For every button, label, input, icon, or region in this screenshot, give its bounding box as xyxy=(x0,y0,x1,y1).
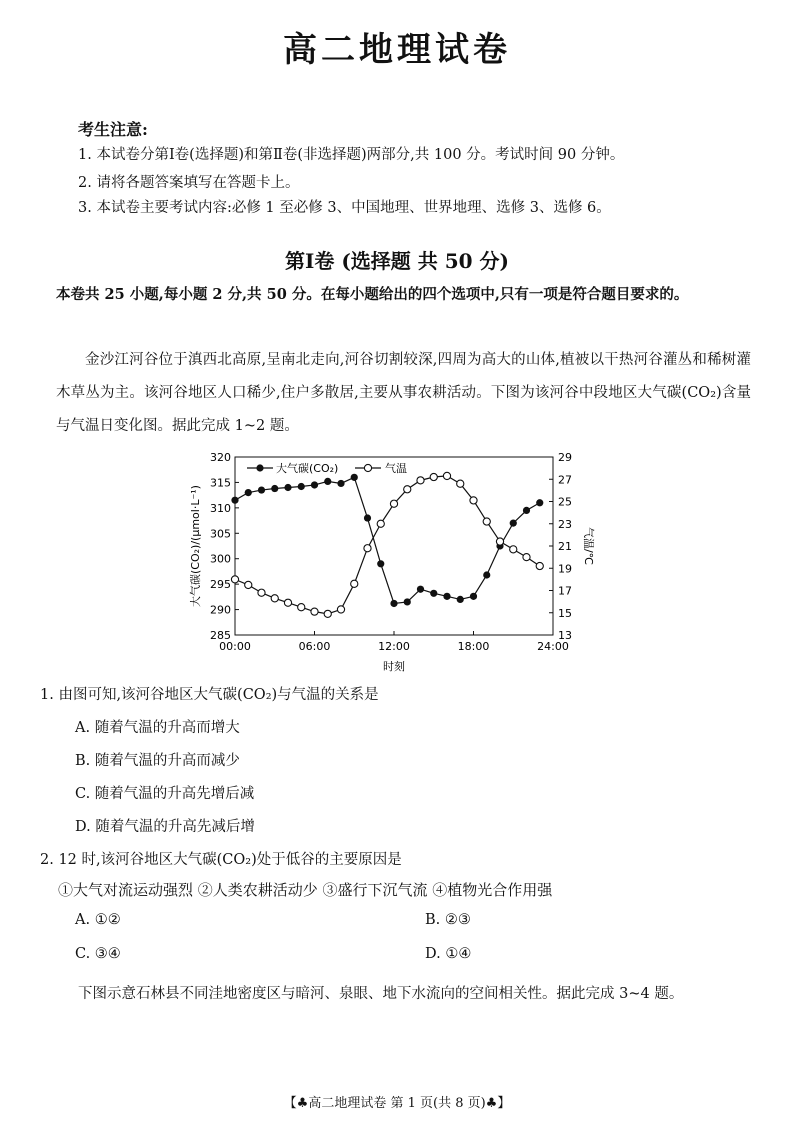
y-right-tick-label: 15 xyxy=(558,606,572,620)
temperature-data-point xyxy=(496,538,503,545)
y-left-tick-label: 315 xyxy=(210,476,231,490)
q1-stem: 1. 由图可知,该河谷地区大气碳(CO₂)与气温的关系是 xyxy=(40,687,379,703)
temperature-data-point xyxy=(443,472,450,479)
x-tick-label: 06:00 xyxy=(298,640,331,653)
temperature-data-point xyxy=(364,545,371,552)
page-footer: 【♣高二地理试卷 第 1 页(共 8 页)♣】 xyxy=(283,1096,511,1111)
y-right-tick-label: 29 xyxy=(558,451,572,464)
q1-option-a: A. 随着气温的升高而增大 xyxy=(75,720,240,736)
temperature-data-point xyxy=(390,500,397,507)
co2-data-point xyxy=(271,485,278,492)
y-right-tick-label: 25 xyxy=(558,495,572,509)
section-instructions: 本卷共 25 小题,每小题 2 分,共 50 分。在每小题给出的四个选项中,只有一项是符合题目要求的。 xyxy=(56,286,689,303)
co2-data-point xyxy=(536,499,543,506)
q2-stem: 2. 12 时,该河谷地区大气碳(CO₂)处于低谷的主要原因是 xyxy=(40,852,402,868)
co2-data-point xyxy=(231,497,238,504)
co2-data-point xyxy=(457,596,464,603)
plot-frame xyxy=(235,457,553,635)
q2-option-d: D. ①④ xyxy=(425,946,472,962)
temperature-data-point xyxy=(337,606,344,613)
q2-option-b: B. ②③ xyxy=(425,912,471,928)
section-title: 第Ⅰ卷 (选择题 共 50 分) xyxy=(285,249,509,273)
temperature-data-point xyxy=(324,610,331,617)
temperature-data-point xyxy=(510,546,517,553)
co2-data-point xyxy=(245,489,252,496)
temperature-data-point xyxy=(523,554,530,561)
temperature-data-point xyxy=(470,497,477,504)
y-left-tick-label: 320 xyxy=(210,451,231,464)
legend-co2-label: 大气碳(CO₂) xyxy=(276,462,339,475)
q2-statements: ①大气对流运动强烈 ②人类农耕活动少 ③盛行下沉气流 ④植物光合作用强 xyxy=(58,881,553,899)
page-title: 高二地理试卷 xyxy=(283,30,511,70)
q2-option-c: C. ③④ xyxy=(75,946,121,962)
co2-data-point xyxy=(404,598,411,605)
legend-temp-label: 气温 xyxy=(385,462,407,475)
co2-data-point xyxy=(311,481,318,488)
y-left-tick-label: 300 xyxy=(210,552,231,566)
y-right-tick-label: 17 xyxy=(558,584,572,598)
y-right-tick-label: 13 xyxy=(558,629,572,642)
temperature-data-point xyxy=(377,520,384,527)
notice-heading: 考生注意: xyxy=(78,120,148,139)
temperature-data-point xyxy=(231,576,238,583)
co2-data-point xyxy=(443,593,450,600)
q1-option-b: B. 随着气温的升高而减少 xyxy=(75,753,240,769)
y-right-tick-label: 27 xyxy=(558,473,572,487)
notice-item-1: 1. 本试卷分第Ⅰ卷(选择题)和第Ⅱ卷(非选择题)两部分,共 100 分。考试时间 90 分钟。 xyxy=(78,147,625,163)
y-right-tick-label: 23 xyxy=(558,517,572,531)
co2-series-line xyxy=(235,477,540,603)
x-tick-label: 00:00 xyxy=(219,640,251,653)
co2-data-point xyxy=(324,478,331,485)
x-tick-label: 12:00 xyxy=(378,640,410,653)
temperature-series-line xyxy=(235,476,540,614)
legend-temp-marker xyxy=(364,464,371,471)
temperature-data-point xyxy=(311,608,318,615)
y-left-tick-label: 295 xyxy=(210,578,231,592)
co2-data-point xyxy=(364,514,371,521)
co2-data-point xyxy=(284,484,291,491)
q1-option-d: D. 随着气温的升高先减后增 xyxy=(75,819,255,835)
x-axis-label: 时刻 xyxy=(383,660,405,673)
co2-temperature-chart xyxy=(183,448,603,678)
co2-data-point xyxy=(483,571,490,578)
co2-data-point xyxy=(510,520,517,527)
temperature-data-point xyxy=(298,604,305,611)
q2-option-a: A. ①② xyxy=(75,912,121,928)
y-right-tick-label: 19 xyxy=(558,562,572,576)
temperature-data-point xyxy=(536,562,543,569)
y-left-tick-label: 290 xyxy=(210,603,231,617)
temperature-data-point xyxy=(245,581,252,588)
co2-data-point xyxy=(417,586,424,593)
temperature-data-point xyxy=(284,599,291,606)
temperature-data-point xyxy=(483,518,490,525)
temperature-data-point xyxy=(258,589,265,596)
temperature-data-point xyxy=(351,580,358,587)
y-right-tick-label: 21 xyxy=(558,540,572,553)
y-left-label: 大气碳(CO₂)/(μmol·L⁻¹) xyxy=(189,485,202,607)
temperature-data-point xyxy=(417,477,424,484)
co2-data-point xyxy=(298,483,305,490)
temperature-data-point xyxy=(457,480,464,487)
co2-data-point xyxy=(377,560,384,567)
co2-data-point xyxy=(470,593,477,600)
temperature-data-point xyxy=(271,595,278,602)
y-left-tick-label: 310 xyxy=(210,501,231,515)
y-left-tick-label: 285 xyxy=(210,629,231,642)
co2-data-point xyxy=(258,486,265,493)
co2-data-point xyxy=(337,480,344,487)
legend-co2-marker xyxy=(256,464,263,471)
co2-data-point xyxy=(523,507,530,514)
passage-1: 金沙江河谷位于滇西北高原,呈南北走向,河谷切割较深,四周为高大的山体,植被以干热河谷灌丛和稀树灌木草丛为主。该河谷地区人口稀少,住户多散居,主要从事农耕活动。下图为该河谷中段地区大气碳(CO₂)含量与气温日变化图。据此完成 1~2 题。 xyxy=(56,352,751,434)
notice-item-3: 3. 本试卷主要考试内容:必修 1 至必修 3、中国地理、世界地理、选修 3、选修 6。 xyxy=(78,200,611,216)
y-left-tick-label: 305 xyxy=(210,527,231,541)
co2-data-point xyxy=(430,590,437,597)
temperature-data-point xyxy=(404,486,411,493)
x-tick-label: 24:00 xyxy=(537,640,569,653)
temperature-data-point xyxy=(430,473,437,480)
co2-data-point xyxy=(390,600,397,607)
notice-item-2: 2. 请将各题答案填写在答题卡上。 xyxy=(78,175,300,191)
x-tick-label: 18:00 xyxy=(457,640,490,653)
passage-2: 下图示意石林县不同洼地密度区与暗河、泉眼、地下水流向的空间相关性。据此完成 3~4 题。 xyxy=(78,986,684,1002)
y-right-label: 气温/℃ xyxy=(582,526,595,566)
co2-data-point xyxy=(351,474,358,481)
q1-option-c: C. 随着气温的升高先增后减 xyxy=(75,786,255,802)
